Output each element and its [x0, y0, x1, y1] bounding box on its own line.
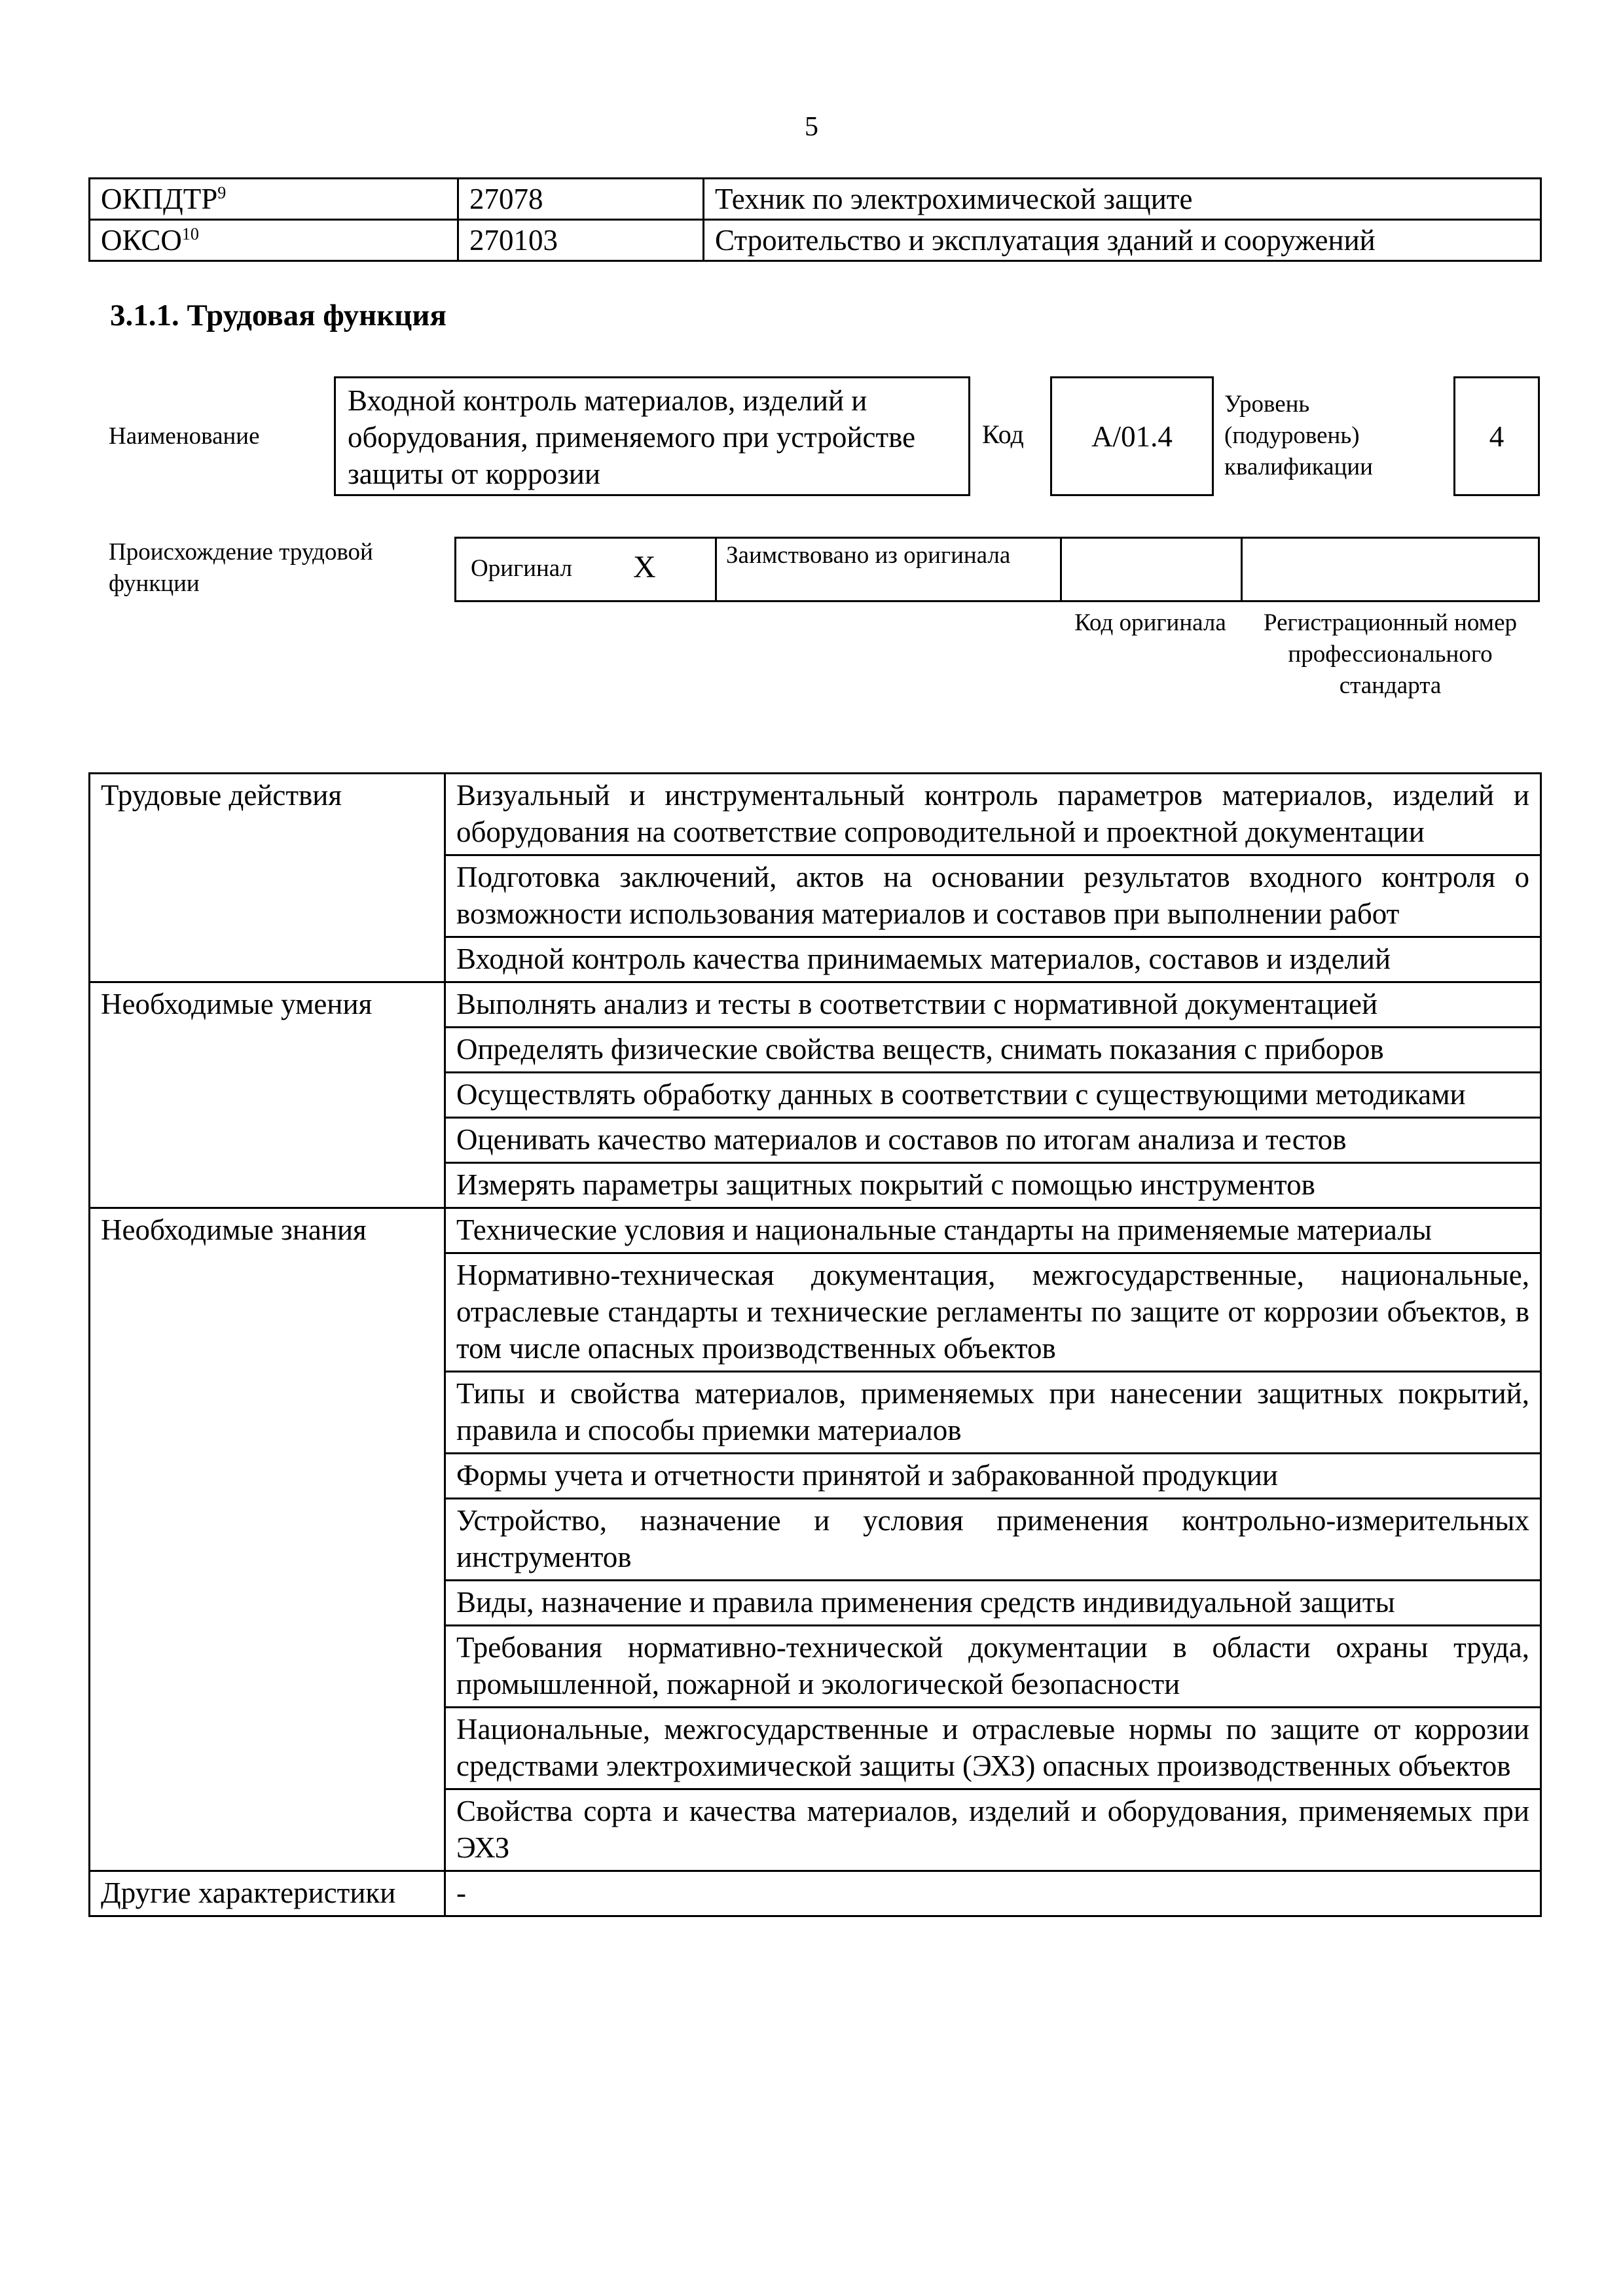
- function-name-box: Входной контроль материалов, изделий и оборудования, применяемого при устройстве защиты от коррозии: [334, 376, 970, 496]
- table-row: [90, 774, 1541, 855]
- table-cell: -: [445, 1871, 1541, 1916]
- table-cell: Требования нормативно-технической документации в области охраны труда, промышленной, пожарной и экологической безопасности: [445, 1626, 1541, 1708]
- table-row: [90, 1871, 1541, 1916]
- origin-borrowed-cell: Заимствовано из оригинала: [717, 539, 1062, 600]
- section-title: 3.1.1. Трудовая функция: [110, 298, 447, 332]
- classifier-code-cell: 270103: [458, 220, 704, 261]
- table-row: [90, 220, 1541, 261]
- table-cell: Подготовка заключений, актов на основании результатов входного контроля о возможности использования материалов и составов при выполнении работ: [445, 855, 1541, 937]
- classifier-code-cell: 27078: [458, 179, 704, 220]
- table-cell: Выполнять анализ и тесты в соответствии с нормативной документацией: [445, 982, 1541, 1028]
- table-cell: Нормативно-техническая документация, межгосударственные, национальные, отраслевые стандарты и технические регламенты по защите от коррозии объектов, в том числе опасных производственных объектов: [445, 1253, 1541, 1372]
- origin-code-caption: Код оригинала: [1074, 609, 1226, 636]
- table-row: [90, 179, 1541, 220]
- classifier-name-cell: ОКПДТР$^9$: [90, 179, 458, 220]
- classifier-codes-table: [88, 177, 1542, 262]
- table-cell: Осуществлять обработку данных в соответствии с существующими методиками: [445, 1073, 1541, 1118]
- classifier-title-cell: Строительство и эксплуатация зданий и сооружений: [704, 220, 1541, 261]
- classifier-title-cell: Техник по электрохимической защите: [704, 179, 1541, 220]
- table-cell: Измерять параметры защитных покрытий с помощью инструментов: [445, 1163, 1541, 1208]
- table-cell: Входной контроль качества принимаемых материалов, составов и изделий: [445, 937, 1541, 982]
- qualification-level-box: 4: [1453, 376, 1540, 496]
- row-header: Трудовые действия: [90, 774, 445, 982]
- table-cell: Определять физические свойства веществ, снимать показания с приборов: [445, 1028, 1541, 1073]
- origin-code-cell: [1064, 539, 1243, 600]
- row-header: Необходимые знания: [90, 1208, 445, 1871]
- table-row: [90, 1208, 1541, 1253]
- classifier-name-cell: ОКСО$^{10}$: [90, 220, 458, 261]
- table-cell: Типы и свойства материалов, применяемых при нанесении защитных покрытий, правила и способы приемки материалов: [445, 1372, 1541, 1454]
- origin-table: [454, 537, 1540, 602]
- row-header: Необходимые умения: [90, 982, 445, 1208]
- labor-function-table: [88, 772, 1542, 1917]
- row-header: Другие характеристики: [90, 1871, 445, 1916]
- origin-label: Происхождение трудовой функции: [109, 539, 373, 597]
- table-cell: Технические условия и национальные стандарты на применяемые материалы: [445, 1208, 1541, 1253]
- origin-registration-caption: Регистрационный номер профессионального стандарта: [1263, 609, 1517, 699]
- origin-original-cell: Оригинал X: [456, 539, 717, 600]
- table-cell: Национальные, межгосударственные и отраслевые нормы по защите от коррозии средствами электрохимической защиты (ЭХЗ) опасных производственных объектов: [445, 1708, 1541, 1789]
- table-cell: Визуальный и инструментальный контроль параметров материалов, изделий и оборудования на соответствие сопроводительной и проектной документации: [445, 774, 1541, 855]
- table-cell: Формы учета и отчетности принятой и забракованной продукции: [445, 1454, 1541, 1499]
- function-name-label: Наименование: [109, 423, 260, 450]
- table-row: [90, 982, 1541, 1028]
- page-number: 5: [805, 112, 818, 142]
- table-cell: Свойства сорта и качества материалов, изделий и оборудования, применяемых при ЭХЗ: [445, 1789, 1541, 1871]
- function-code-box: А/01.4: [1050, 376, 1214, 496]
- origin-registration-cell: [1243, 539, 1538, 600]
- function-code-label: Код: [982, 420, 1024, 449]
- table-cell: Оценивать качество материалов и составов по итогам анализа и тестов: [445, 1118, 1541, 1163]
- table-cell: Виды, назначение и правила применения средств индивидуальной защиты: [445, 1581, 1541, 1626]
- original-mark: X: [633, 550, 656, 584]
- qualification-level-label: Уровень (подуровень) квалификации: [1224, 391, 1373, 480]
- table-cell: Устройство, назначение и условия применения контрольно-измерительных инструментов: [445, 1499, 1541, 1581]
